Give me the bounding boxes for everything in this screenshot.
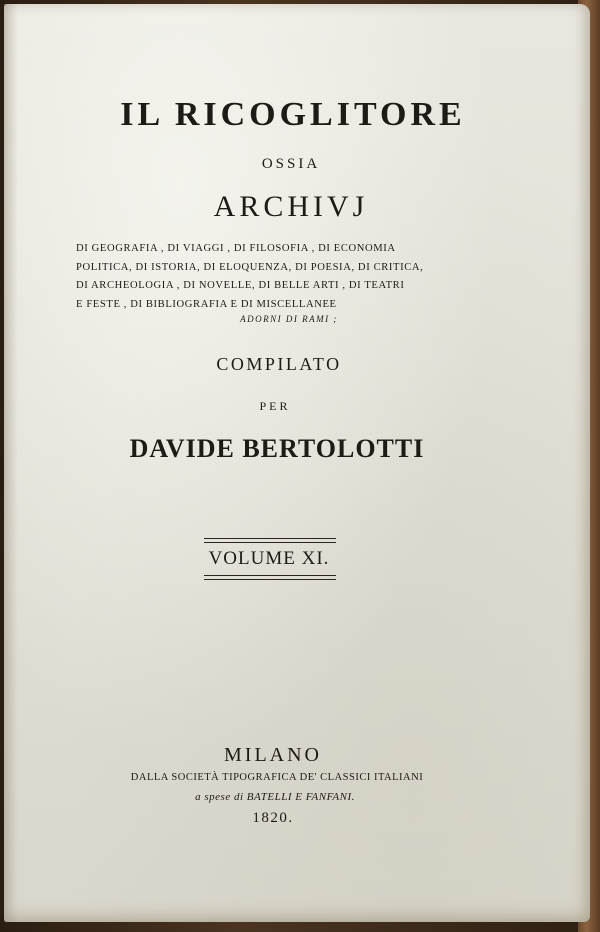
imprint-publisher: DALLA SOCIETÀ TIPOGRAFICA DE' CLASSICI ITALIANI [130,772,424,783]
ossia-line: OSSIA [261,156,321,172]
subjects-paragraph [76,240,496,314]
archive-heading: ARCHIVJ [213,190,369,223]
per-line: PER [259,399,291,413]
imprint-city: MILANO [224,744,322,766]
top-thin-rule [204,542,336,543]
subjects-line: E FESTE , DI BIBLIOGRAFIA E DI MISCELLANEE [76,298,337,310]
imprint-printer: a spese di BATELLI E FANFANI. [195,791,355,803]
adorni-line: ADORNI DI RAMI ; [240,314,338,324]
imprint-year: 1820. [252,810,294,826]
compilato-line: COMPILATO [216,354,342,374]
title-page [4,4,590,922]
bottom-double-rule [204,579,336,580]
subjects-line: DI ARCHEOLOGIA , DI NOVELLE, DI BELLE ARTI , DI TEATRI [76,280,405,291]
top-double-rule [204,538,336,539]
volume-number: VOLUME XI. [208,548,330,569]
subjects-line: DI GEOGRAFIA , DI VIAGGI , DI FILOSOFIA , DI ECONOMIA [76,243,396,254]
subjects-line: POLITICA, DI ISTORIA, DI ELOQUENZA, DI POESIA, DI CRITICA, [76,261,424,273]
book-title: IL RICOGLITORE [120,96,466,133]
bottom-thin-rule [204,575,336,576]
author-name: DAVIDE BERTOLOTTI [129,434,425,463]
